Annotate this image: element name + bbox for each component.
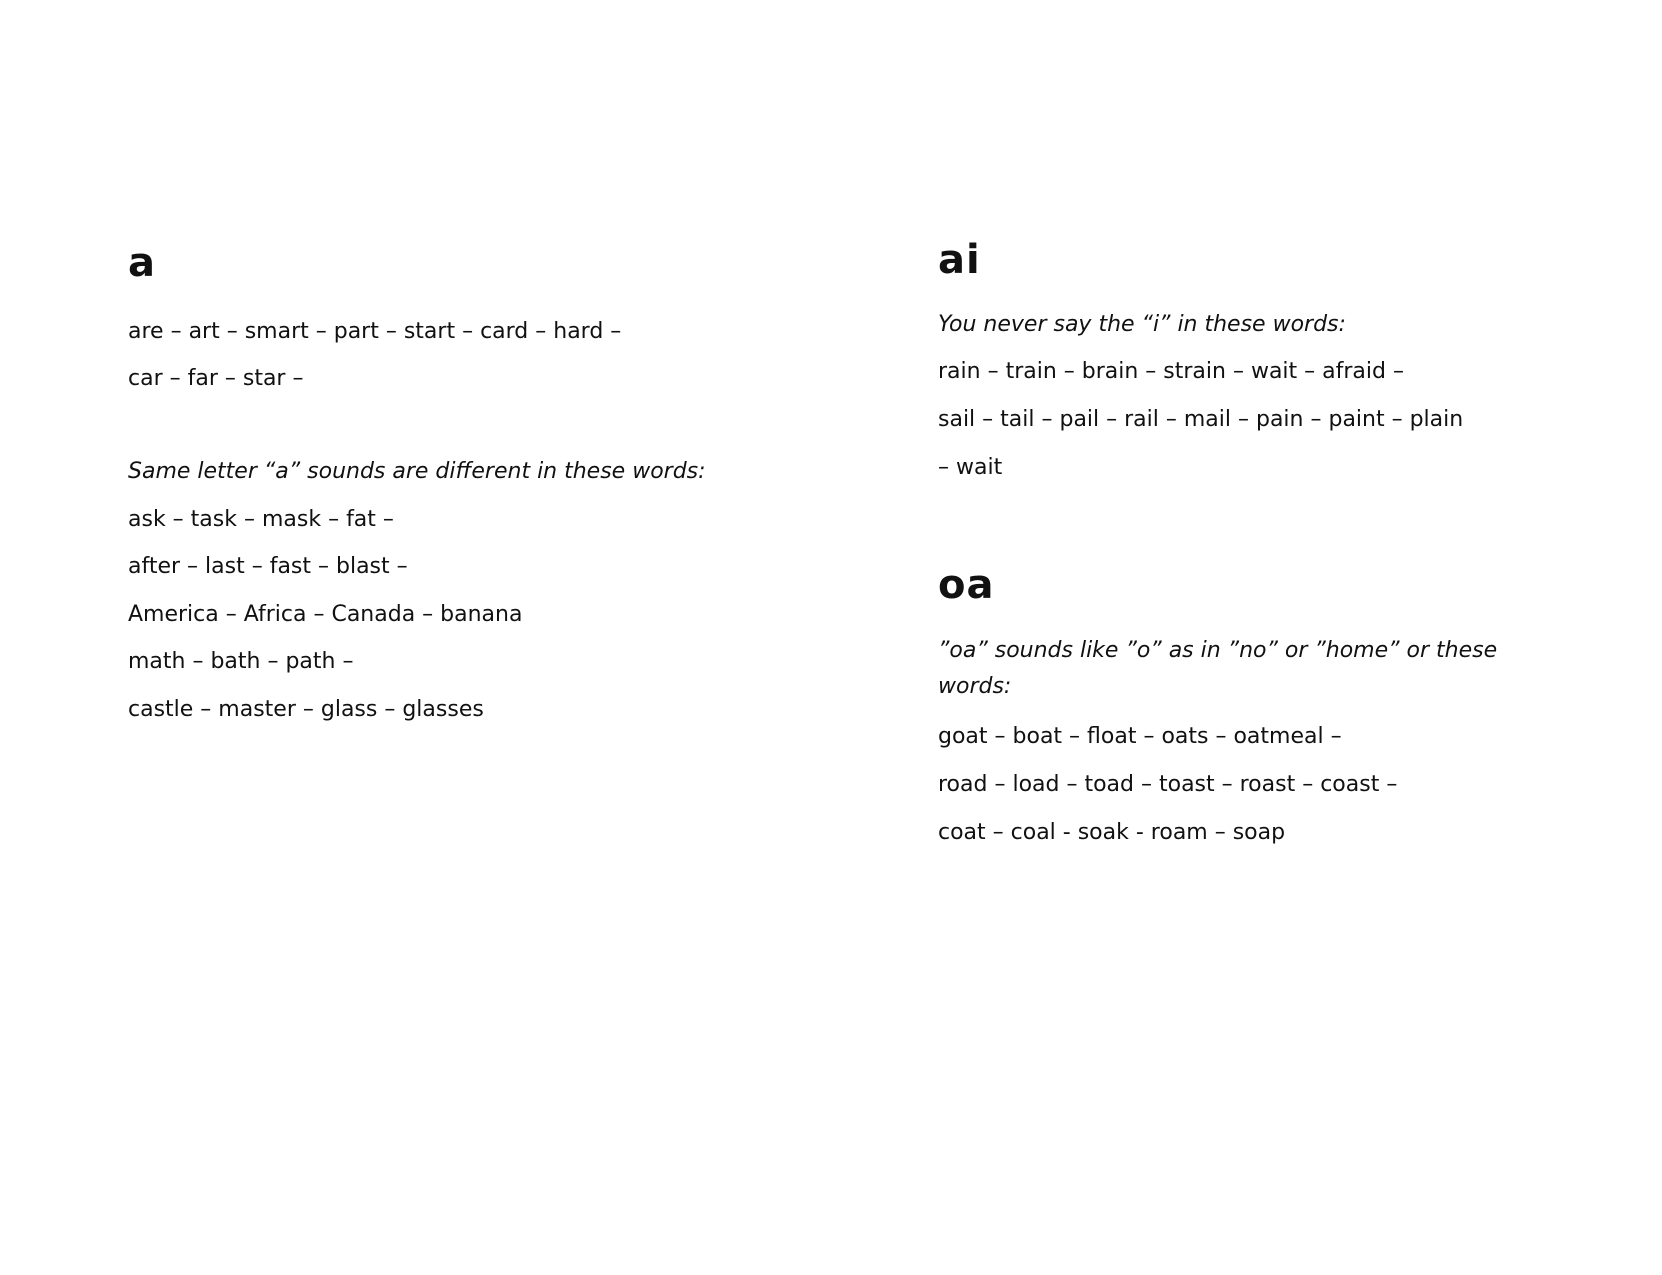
word-line: goat – boat – float – oats – oatmeal – (938, 724, 1342, 749)
heading-oa: oa (938, 562, 995, 608)
heading-ai: ai (938, 237, 981, 283)
word-line: rain – train – brain – strain – wait – afraid – (938, 359, 1404, 384)
note-ai: You never say the “i” in these words: (938, 312, 1346, 337)
heading-a: a (128, 240, 156, 286)
word-line: America – Africa – Canada – banana (128, 602, 523, 627)
note-same-letter: Same letter “a” sounds are different in these words: (128, 459, 706, 484)
word-line: – wait (938, 455, 1003, 480)
word-line: are – art – smart – part – start – card – hard – (128, 319, 622, 344)
word-line: sail – tail – pail – rail – mail – pain – paint – plain (938, 407, 1464, 432)
word-line: ask – task – mask – fat – (128, 507, 394, 532)
word-line: after – last – fast – blast – (128, 554, 408, 579)
word-line: castle – master – glass – glasses (128, 697, 484, 722)
word-line: road – load – toad – toast – roast – coast – (938, 772, 1398, 797)
word-line: coat – coal - soak - roam – soap (938, 820, 1286, 845)
word-line: math – bath – path – (128, 649, 354, 674)
note-oa: ”oa” sounds like ”o” as in ”no” or ”home” or these words: (938, 638, 1498, 699)
word-line: car – far – star – (128, 366, 304, 391)
